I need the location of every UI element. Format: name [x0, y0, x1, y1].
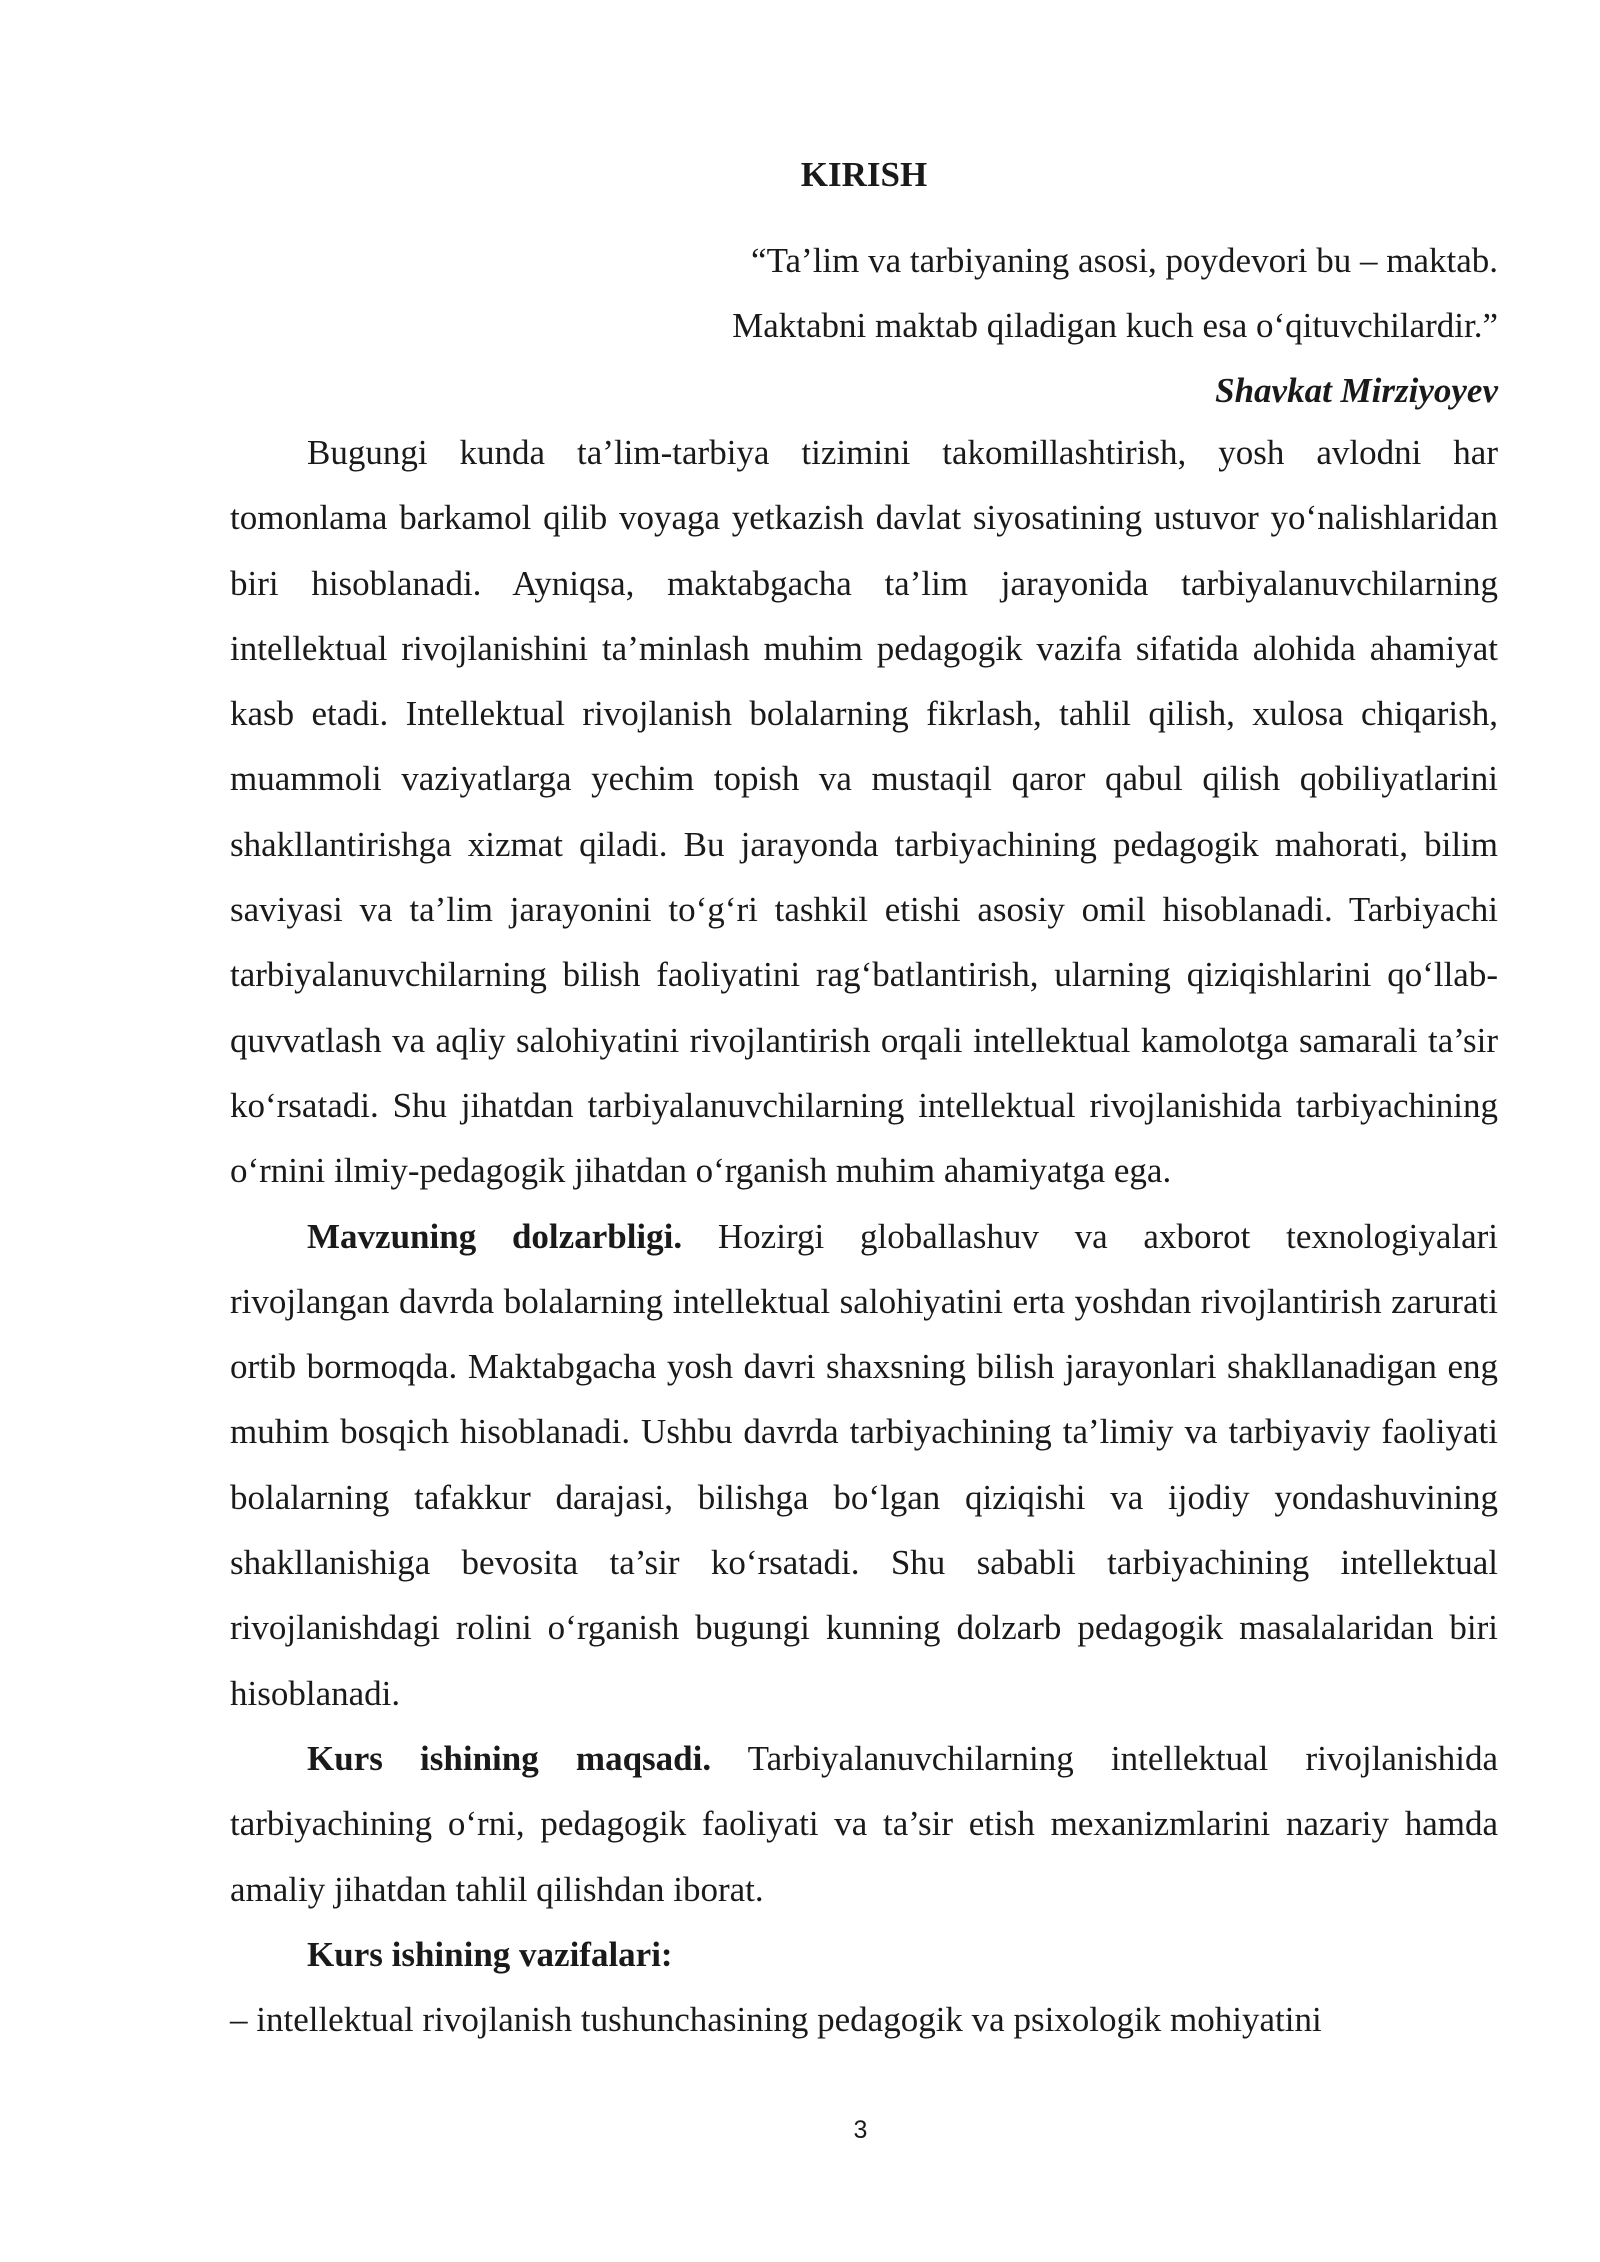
goal-text: Tarbiyalanuvchilarning intellektual rivojlanishida tarbiyachining o‘rni, pedagogik faoliyati va ta’sir etish mexanizmlarini nazariy hamda amaliy jihatdan tahlil qilishdan iborat.	[230, 1738, 1499, 1909]
section-title: KIRISH	[800, 155, 928, 194]
page-number: 3	[853, 2116, 868, 2144]
intro-paragraph: Bugungi kunda ta’lim-tarbiya tizimini takomillashtirish, yosh avlodni har tomonlama barkamol qilib voyaga yetkazish davlat siyosatining ustuvor yo‘nalishlaridan biri hisoblanadi. Ayniqsa, maktabgacha ta’lim jarayonida tarbiyalanuvchilarning intellektual rivojlanishini ta’minlash muhim pedagogik vazifa sifatida alohida ahamiyat kasb etadi. Intellektual rivojlanish bolalarning fikrlash, tahlil qilish, xulosa chiqarish, muammoli vaziyatlarga yechim topish va mustaqil qaror qabul qilish qobiliyatlarini shakllantirishga xizmat qiladi. Bu jarayonda tarbiyachining pedagogik mahorati, bilim saviyasi va ta’lim jarayonini to‘g‘ri tashkil etishi asosiy omil hisoblanadi. Tarbiyachi tarbiyalanuvchilarning bilish faoliyatini rag‘batlantirish, ularning qiziqishlarini qo‘llab-quvvatlash va aqliy salohiyatini rivojlantirish orqali intellektual kamolotga samarali ta’sir ko‘rsatadi. Shu jihatdan tarbiyalanuvchilarning intellektual rivojlanishida tarbiyachining o‘rnini ilmiy-pedagogik jihatdan o‘rganish muhim ahamiyatga ega.	[230, 433, 1498, 1191]
goal-paragraph	[230, 1726, 1498, 1922]
epigraph-author: Shavkat Mirziyoyev	[1215, 371, 1498, 410]
tasks-paragraph	[230, 1922, 1498, 1987]
relevance-paragraph	[230, 1204, 1498, 1726]
document-body	[230, 420, 1498, 2052]
goal-heading: Kurs ishining maqsadi.	[307, 1738, 712, 1778]
relevance-heading: Mavzuning dolzarbligi.	[307, 1216, 683, 1256]
epigraph	[230, 228, 1498, 423]
epigraph-line-2: Maktabni maktab qiladigan kuch esa o‘qituvchilardir.”	[732, 306, 1498, 345]
relevance-text: Hozirgi globallashuv va axborot texnologiyalari rivojlangan davrda bolalarning intellektual salohiyatini erta yoshdan rivojlantirish zarurati ortib bormoqda. Maktabgacha yosh davri shaxsning bilish jarayonlari shakllanadigan eng muhim bosqich hisoblanadi. Ushbu davrda tarbiyachining ta’limiy va tarbiyaviy faoliyati bolalarning tafakkur darajasi, bilishga bo‘lgan qiziqishi va ijodiy yondashuvining shakllanishiga bevosita ta’sir ko‘rsatadi. Shu sababli tarbiyachining intellektual rivojlanishdagi rolini o‘rganish bugungi kunning dolzarb pedagogik masalalaridan biri hisoblanadi.	[230, 1216, 1498, 1713]
epigraph-line-1: “Ta’lim va tarbiyaning asosi, poydevori bu – maktab.	[751, 241, 1498, 280]
task-list-item: – intellektual rivojlanish tushunchasining pedagogik va psixologik mohiyatini	[230, 2000, 1322, 2040]
tasks-heading: Kurs ishining vazifalari:	[307, 1934, 673, 1974]
